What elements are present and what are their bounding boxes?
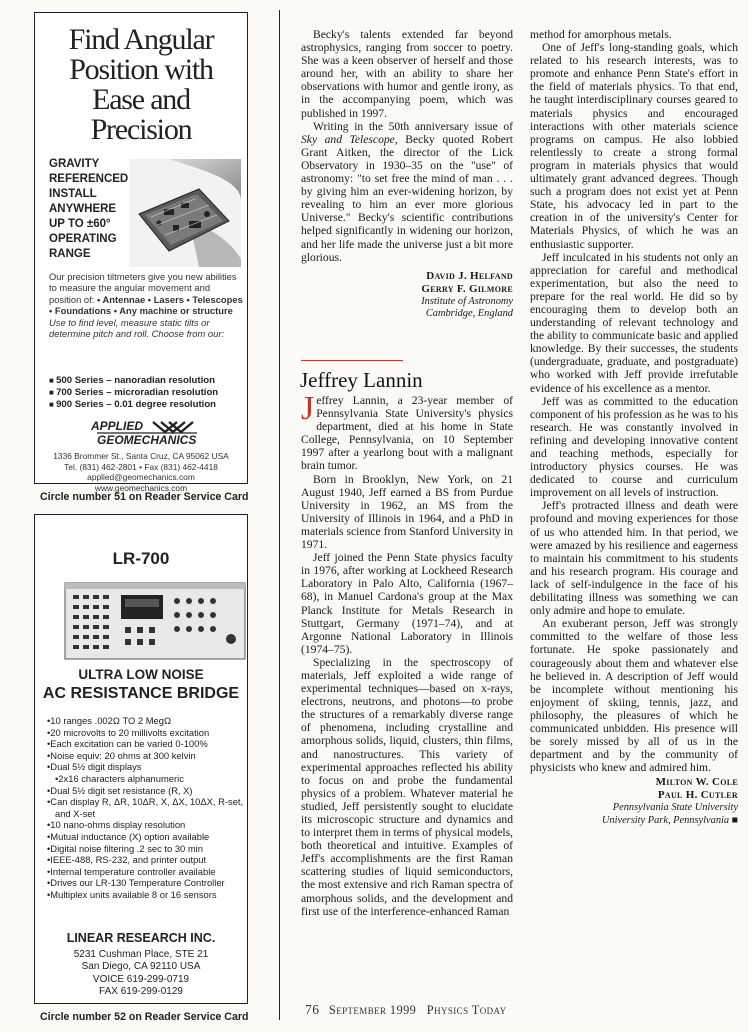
applied-geomechanics-logo: [83, 418, 205, 448]
spec-item: • Noise equiv: 20 ohms at 300 kelvin: [47, 750, 247, 762]
ad1-address: [35, 451, 247, 493]
journal-title: Sky and Telescope: [301, 132, 395, 146]
headline-line: Precision: [90, 113, 192, 146]
article-paragraph: Born in Brooklyn, New York, on 21 August 1940, Jeff earned a BS from Purdue University in 1962, an MS from the University of Illinois in 1964, and a PhD in materials science from Stanford University in 1971.: [301, 472, 513, 552]
tiltmeter-photo: [129, 159, 241, 267]
logo-line-2: GEOMECHANICS: [97, 433, 197, 447]
article-paragraph: Jeff inculcated in his students not only an appreciation for careful and methodical experimentation, but also the need to prepare for the real world. He did so by encouraging them to develop both an understanding of relevant technology and the ability to communicate basic and applied knowledge. By their successes, the students (undergraduate, graduate, and postgraduate) who worked with Jeff provide irrefutable evidence of his excellence as a mentor.: [530, 250, 738, 395]
author-signature: Gerry F. Gilmore: [421, 282, 513, 295]
spec-item: • Dual 5½ digit set resistance (R, X): [47, 785, 247, 797]
author-signature: Milton W. Cole: [655, 776, 738, 789]
author-affiliation: University Park, Pennsylvania ■: [601, 814, 738, 826]
author-signature: Paul H. Cutler: [657, 789, 738, 802]
article-column-3: [530, 28, 738, 827]
spec-item: • IEEE-488, RS-232, and printer output: [47, 854, 247, 866]
obituary-title: Jeffrey Lannin: [300, 368, 423, 392]
text-run: , Becky quoted Robert Grant Aitken, the director of the Lick Observatory in 1930–35 on the "use" of astronomy: "to set free the mind of man . . . by giving him an ever-widening horizon, by revealing to him an ever more glorious Universe." Becky's scientific contributions helped significantly in widening our horizon, and her life made the universe just a bit more glorious.: [301, 132, 513, 264]
article-paragraph: Jeff's protracted illness and death were profound and moving experiences for those of us who attended him. In that period, we were amazed by his resilience and eagerness to maintain his commitment to his students and his research program. His courage and lack of self-indulgence in the face of his debilitating illness was something we can only admire and hope to emulate.: [530, 499, 738, 618]
article-paragraph: One of Jeff's long-standing goals, which related to his research interests, was to promote and enhance Penn State's effort in the field of materials physics. To that end, he taught interdisciplinary courses geared to materials physics and encouraged interactions with other materials science programs on campus. He also lobbied relentlessly to create a strong formal program in materials physics that would ultimately grant advanced degrees. Though such a program does not exist yet at Penn State, his advocacy led in part to the creation in of the university's Center for Materials Physics, of which he was an enthusiastic supporter.: [530, 41, 738, 251]
obituary-rule: [301, 360, 403, 361]
feature-line: RANGE: [49, 248, 91, 260]
spec-item: • Internal temperature controller available: [47, 866, 247, 878]
author-affiliation: Institute of Astronomy: [421, 295, 513, 307]
article-paragraph: An exuberant person, Jeff was strongly committed to the welfare of those less fortunate. He spoke passionately and courageously about them and whatever else he believed in. A description of Jeff would be incomplete without mentioning his enjoyment of skiing, tennis, jazz, and philosophy, the pleasures of which he communicated unbidden. His presence will be sorely missed by all of us in the department and by the community of physicists who knew and admired him.: [530, 617, 738, 775]
spec-item: • 2x16 characters alphanumeric: [47, 773, 247, 785]
spec-item: • Multiplex units available 8 or 16 sensors: [47, 889, 247, 901]
spec-item: • Can display R, ΔR, 10ΔR, X, ΔX, 10ΔX, R-set, and X-set: [47, 796, 247, 819]
ad1-copy-italic: Use to find level, measure static tilts or determine pitch and roll. Choose from our:: [49, 316, 225, 340]
article-paragraph: Becky's talents extended far beyond astrophysics, ranging from soccer to poetry. She was a keen observer of herself and those around her, with an ability to share her observations with humor and gentle irony, as in the accompanying poem, which was published in 1997.: [301, 28, 513, 120]
author-signature: David J. Helfand: [426, 269, 513, 282]
ad1-series-list: [49, 375, 218, 410]
ad-applied-geomechanics[interactable]: [34, 12, 248, 493]
ad-linear-research[interactable]: [34, 514, 248, 1004]
lr700-instrument-photo: [65, 579, 245, 663]
spec-item: • Drives our LR-130 Temperature Controller: [47, 877, 247, 889]
article-column-2b: [301, 390, 513, 918]
address-line: 1336 Brommer St., Santa Cruz, CA 95062 USA: [53, 451, 229, 461]
ad1-copy-bullets: • Antennae • Lasers • Telescopes • Foundations • Any machine or structure: [49, 293, 243, 317]
text-run: Writing in the 50th anniversary issue of: [313, 119, 513, 133]
feature-line: UP TO ±60°: [49, 218, 111, 230]
spec-item: • 10 nano-ohms display resolution: [47, 819, 247, 831]
feature-line: GRAVITY: [49, 158, 100, 170]
page-number: 76: [305, 1002, 320, 1017]
reader-service-51: Circle number 51 on Reader Service Card: [40, 491, 249, 503]
headline-line: Ease and: [92, 83, 190, 116]
feature-line: REFERENCED: [49, 173, 129, 185]
magazine-name: Physics Today: [426, 1003, 507, 1017]
spec-item: • 10 ranges .002Ω TO 2 MegΩ: [47, 715, 247, 727]
article-column-2a: [301, 28, 513, 321]
spec-item: • Each excitation can be varied 0-100%: [47, 738, 247, 750]
ad2-model: LR-700: [112, 549, 170, 568]
spec-item: • Mutual inductance (X) option available: [47, 831, 247, 843]
ad2-company-name: LINEAR RESEARCH INC.: [66, 931, 216, 945]
spec-item: • Dual 5½ digit displays: [47, 761, 247, 773]
article-paragraph: [301, 120, 513, 264]
text-run: effrey Lannin, a 23-year member of Pennsylvania State University's physics department, died at his home in State College, Pennsylvania, on 10 September 1997 after a yearlong bout with a malignant brain tumor.: [301, 394, 513, 473]
series-item: ■ 700 Series – microradian resolution: [49, 387, 218, 399]
email-link[interactable]: applied@geomechanics.com: [87, 472, 195, 483]
drop-cap: J: [301, 390, 315, 427]
reader-service-52: Circle number 52 on Reader Service Card: [40, 1011, 249, 1023]
ad1-headline: [35, 25, 247, 145]
series-item: ■ 900 Series – 0.01 degree resolution: [49, 399, 218, 411]
spec-item: • Digital noise filtering .2 sec to 30 min: [47, 843, 247, 855]
feature-line: OPERATING: [49, 233, 117, 245]
article-paragraph: Jeff was as committed to the education component of his profession as he was to his research. He was constantly involved in refining and developing innovative content and teaching methods, especially for introductory physics courses. He was dedicated to course and curriculum improvement on all levels of instruction.: [530, 394, 738, 500]
series-item: ■ 500 Series – nanoradian resolution: [49, 375, 218, 387]
ad1-features: [49, 157, 129, 262]
headline-line: Find Angular: [68, 23, 214, 56]
article-paragraph: Jeff joined the Penn State physics faculty in 1976, after working at Lockheed Research Laboratory in Palo Alto, California (1967–68), in Manuel Cardona's group at the Max Planck Institute for Metals Research in Stuttgart, Germany (1971–74), and at Argonne National Laboratory in Illinois (1974–75).: [301, 551, 513, 656]
article-paragraph: Specializing in the spectroscopy of materials, Jeff exploited a wide range of experimental techniques—based on x-rays, electrons, neutrons, and photons—to probe the structures of a remarkably diverse range of phenomena, including crystalline and amorphous solids, liquid, clusters, thin films, and nanostructures. This variety of experimental approaches reflected his ability to focus on and probe the fundamental physics of a problem. Whatever material he studied, Jeff persistently sought to elucidate its microscopic structure and dynamics and to interpret them in terms of physical models, both theoretical and intuitive. Examples of Jeff's accomplishments are the first Raman scattering studies of liquid semiconductors, the most extensive and rich Raman spectra of amorphous solids, and the development and first use of the interference-enhanced Raman: [301, 655, 513, 918]
author-affiliation: Cambridge, England: [425, 308, 513, 320]
address-line: San Diego, CA 92110 USA: [81, 961, 201, 973]
logo-line-1: APPLIED: [91, 419, 144, 433]
address-line: 5231 Cushman Place, STE 21: [73, 949, 209, 960]
article-paragraph: method for amorphous metals.: [530, 28, 672, 41]
issue-date: September 1999: [328, 1003, 417, 1017]
phone-line: VOICE 619-299-0719: [92, 973, 190, 985]
ad2-title-1: ULTRA LOW NOISE: [78, 667, 204, 682]
feature-line: ANYWHERE: [49, 203, 117, 215]
feature-line: INSTALL: [49, 188, 97, 200]
ad2-spec-list: [47, 715, 247, 901]
headline-line: Position with: [69, 53, 213, 86]
fax-line: FAX 619-299-0129: [99, 986, 183, 998]
ad2-title-2: AC RESISTANCE BRIDGE: [42, 685, 240, 702]
page-footer: [305, 1002, 507, 1018]
ad1-copy-text: Our precision tiltmeters give you new abilities to measure the angular movement and position of:: [49, 271, 237, 305]
column-divider: [279, 10, 280, 1020]
article-paragraph: [301, 390, 513, 473]
website-link[interactable]: www.geomechanics.com: [94, 482, 188, 493]
author-affiliation: Pennsylvania State University: [612, 802, 738, 814]
address-line: Tel. (831) 462-2801 • Fax (831) 462-4418: [64, 461, 218, 472]
ad2-address: [35, 949, 247, 999]
ad1-body-copy: [49, 271, 243, 339]
spec-item: • 20 microvolts to 20 millivolts excitation: [47, 727, 247, 739]
